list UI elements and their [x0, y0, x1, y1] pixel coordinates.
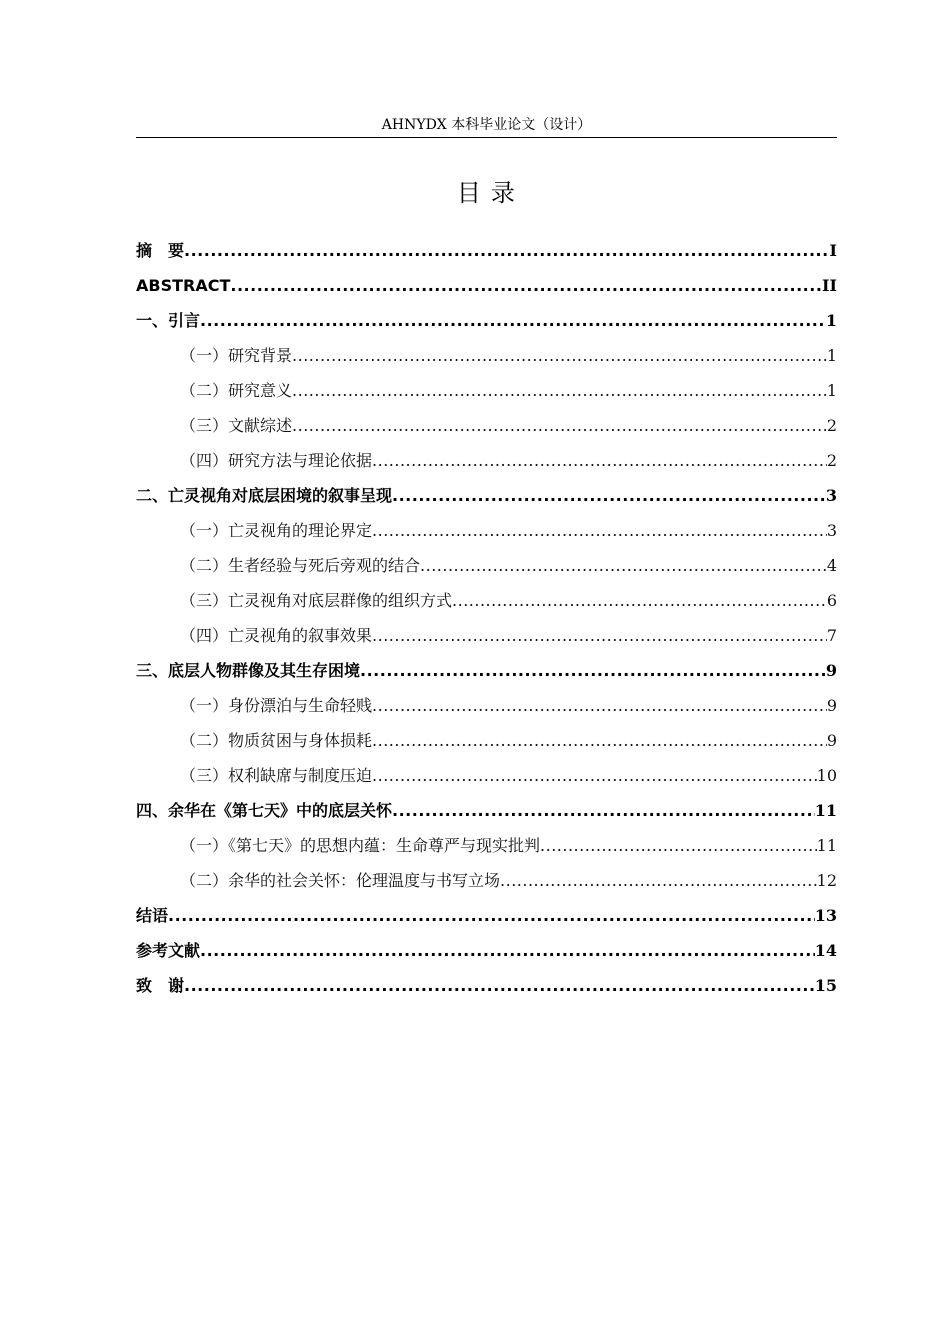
toc-dot-leader	[200, 937, 815, 965]
toc-entry[interactable]	[136, 307, 837, 342]
toc-dot-leader	[372, 692, 827, 720]
toc-entry-page-number: 1	[826, 346, 837, 365]
toc-entry-label: 四、余华在《第七天》中的底层关怀	[136, 801, 393, 820]
toc-entry[interactable]	[136, 727, 837, 762]
toc-entry-label: 三、底层人物群像及其生存困境	[136, 661, 361, 680]
toc-dot-leader	[420, 552, 827, 580]
toc-entry-page-number: 1	[826, 381, 837, 400]
toc-entry[interactable]	[136, 972, 837, 1007]
toc-entry[interactable]	[136, 482, 837, 517]
toc-entry-label: （一）《第七天》的思想内蕴：生命尊严与现实批判	[180, 836, 541, 855]
toc-dot-leader	[372, 447, 827, 475]
toc-entry-page-number: 14	[814, 941, 837, 960]
toc-dot-leader	[184, 972, 815, 1000]
toc-entry[interactable]	[136, 412, 837, 447]
toc-entry-page-number: 11	[814, 801, 837, 820]
toc-entry-page-number: 2	[826, 451, 837, 470]
toc-entry[interactable]	[136, 447, 837, 482]
toc-dot-leader	[184, 237, 830, 265]
toc-entry-label: 致 谢	[136, 976, 185, 995]
toc-entry[interactable]	[136, 237, 837, 272]
toc-entry-page-number: 7	[826, 626, 837, 645]
toc-entry-label: （二）生者经验与死后旁观的结合	[180, 556, 421, 575]
toc-entry[interactable]	[136, 657, 837, 692]
toc-entry-label: 一、引言	[136, 311, 201, 330]
toc-entry-label: （一）研究背景	[180, 346, 293, 365]
toc-entry-page-number: 1	[825, 311, 837, 330]
toc-entry-label: （四）研究方法与理论依据	[180, 451, 373, 470]
toc-entry-label: （二）研究意义	[180, 381, 293, 400]
toc-entry-page-number: 9	[826, 731, 837, 750]
toc-entry-page-number: 13	[814, 906, 837, 925]
toc-entry-page-number: 15	[814, 976, 837, 995]
toc-entry-page-number: 9	[825, 661, 837, 680]
toc-entry-label: 二、亡灵视角对底层困境的叙事呈现	[136, 486, 393, 505]
toc-entry[interactable]	[136, 377, 837, 412]
toc-entry-page-number: 10	[816, 766, 837, 785]
toc-entry-label: ABSTRACT	[136, 276, 231, 295]
toc-dot-leader	[292, 412, 827, 440]
toc-entry-label: （二）余华的社会关怀：伦理温度与书写立场	[180, 871, 501, 890]
toc-dot-leader	[372, 517, 827, 545]
toc-entry-page-number: I	[829, 241, 837, 260]
toc-entry-page-number: 12	[816, 871, 837, 890]
toc-entry[interactable]	[136, 762, 837, 797]
toc-entry-page-number: 2	[826, 416, 837, 435]
toc-entry[interactable]	[136, 692, 837, 727]
toc-entry-label: （三）亡灵视角对底层群像的组织方式	[180, 591, 453, 610]
toc-dot-leader	[360, 657, 826, 685]
toc-dot-leader	[292, 342, 827, 370]
toc-dot-leader	[540, 832, 817, 860]
toc-entry[interactable]	[136, 552, 837, 587]
table-of-contents	[136, 237, 837, 1007]
toc-entry[interactable]	[136, 937, 837, 972]
toc-entry-label: （三）文献综述	[180, 416, 293, 435]
toc-dot-leader	[452, 587, 827, 615]
toc-dot-leader	[392, 482, 826, 510]
toc-entry[interactable]	[136, 587, 837, 622]
toc-dot-leader	[392, 797, 815, 825]
toc-entry-page-number: 11	[816, 836, 837, 855]
toc-dot-leader	[200, 307, 826, 335]
toc-entry-page-number: 9	[826, 696, 837, 715]
toc-entry-page-number: 3	[825, 486, 837, 505]
toc-entry-page-number: II	[822, 276, 837, 295]
toc-entry[interactable]	[136, 342, 837, 377]
toc-entry[interactable]	[136, 272, 837, 307]
toc-entry[interactable]	[136, 867, 837, 902]
toc-dot-leader	[168, 902, 815, 930]
toc-entry-label: （四）亡灵视角的叙事效果	[180, 626, 373, 645]
toc-entry[interactable]	[136, 622, 837, 657]
toc-dot-leader	[292, 377, 827, 405]
toc-entry-page-number: 4	[826, 556, 837, 575]
toc-dot-leader	[230, 272, 822, 300]
toc-dot-leader	[372, 622, 827, 650]
toc-entry-label: 参考文献	[136, 941, 201, 960]
toc-title: 目 录	[456, 179, 517, 207]
toc-entry-label: 结语	[136, 906, 169, 925]
toc-entry-label: （一）亡灵视角的理论界定	[180, 521, 373, 540]
toc-entry-label: （一）身份漂泊与生命轻贱	[180, 696, 373, 715]
toc-dot-leader	[500, 867, 817, 895]
page-header: AHNYDX 本科毕业论文（设计）	[381, 117, 592, 133]
toc-entry[interactable]	[136, 517, 837, 552]
header-rule	[136, 137, 837, 138]
toc-entry[interactable]	[136, 797, 837, 832]
toc-dot-leader	[372, 762, 817, 790]
toc-entry-label: 摘 要	[136, 241, 185, 260]
toc-entry-page-number: 3	[826, 521, 837, 540]
toc-entry-label: （二）物质贫困与身体损耗	[180, 731, 373, 750]
toc-entry-label: （三）权利缺席与制度压迫	[180, 766, 373, 785]
toc-entry-page-number: 6	[826, 591, 837, 610]
toc-entry[interactable]	[136, 902, 837, 937]
toc-entry[interactable]	[136, 832, 837, 867]
toc-dot-leader	[372, 727, 827, 755]
